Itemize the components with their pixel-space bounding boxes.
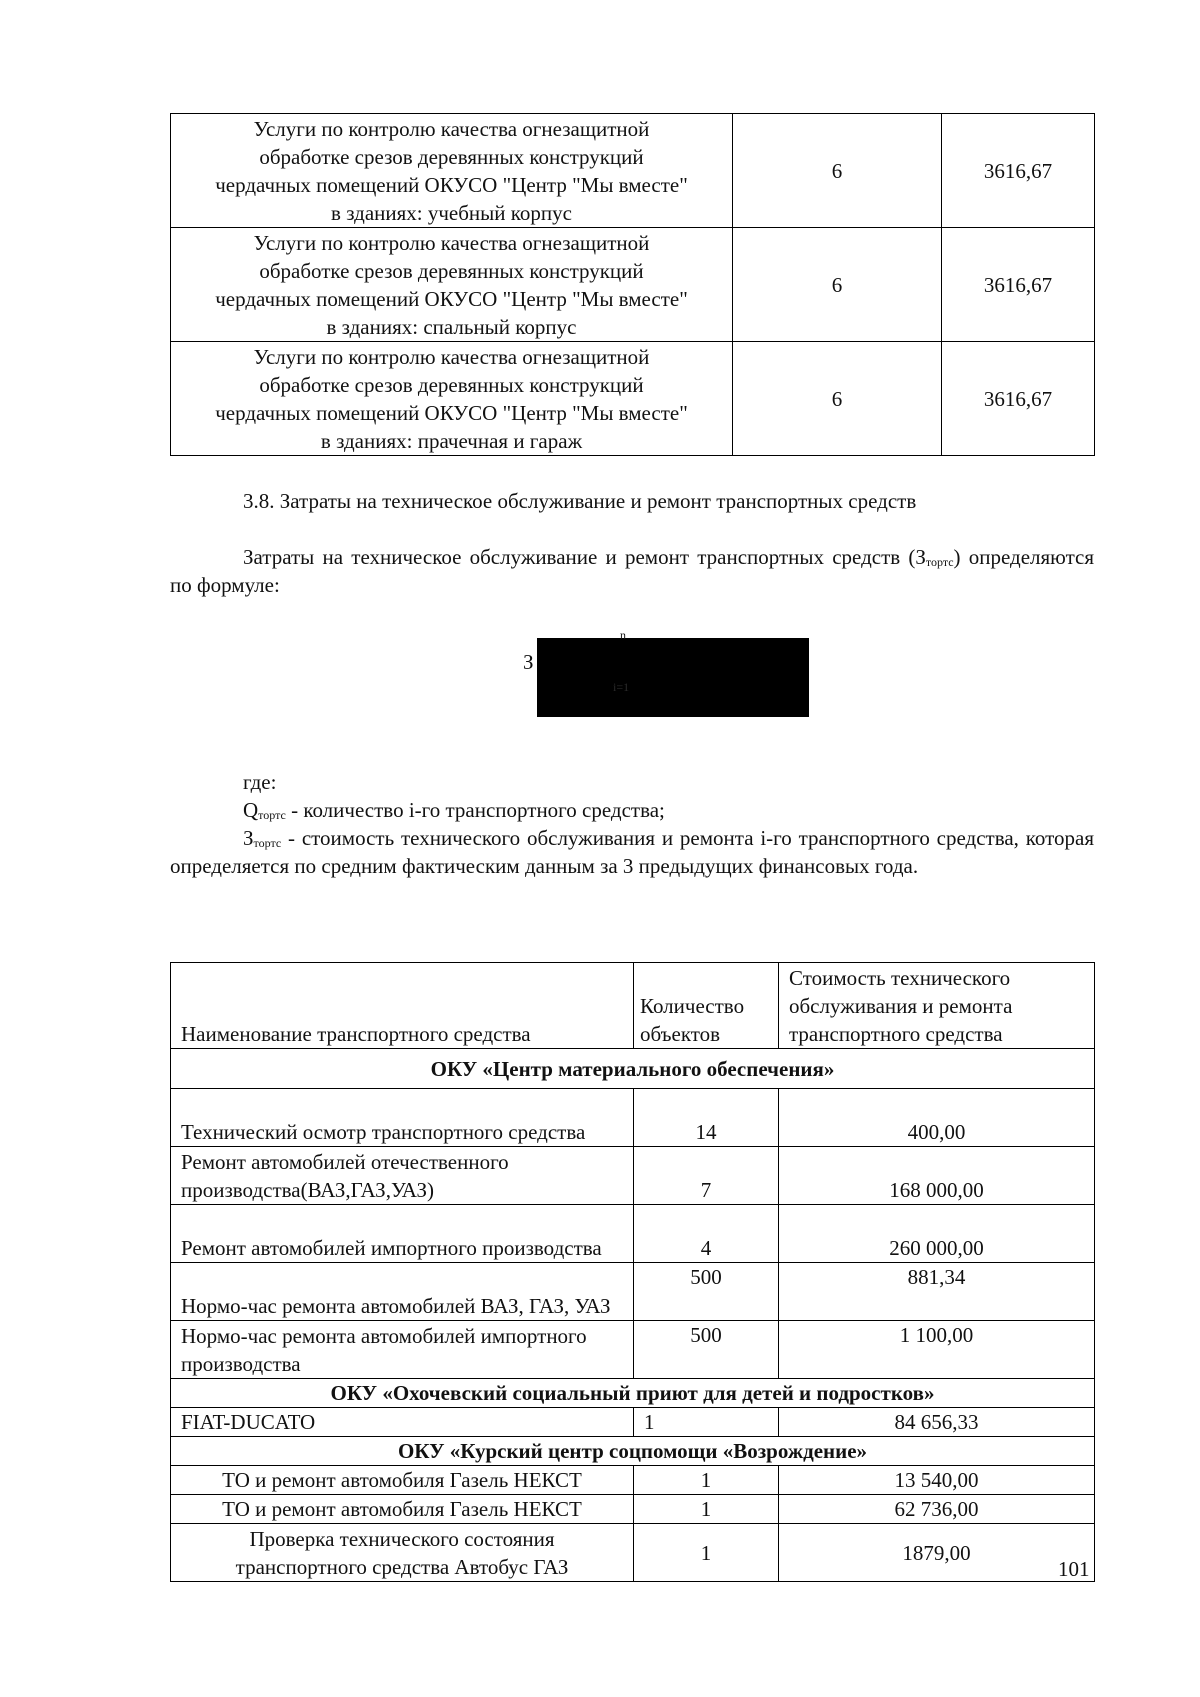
org-row [171,1437,1095,1466]
q-subscript: тортс [258,808,286,822]
q-definition [170,796,1094,824]
where-label: где: [243,770,277,794]
intro-paragraph [170,543,1094,599]
vehicle-cost: 84 656,33 [779,1408,1095,1437]
org-name: ОКУ «Курский центр соцпомощи «Возрождение» [171,1437,1095,1466]
service-price: 3616,67 [942,114,1095,228]
vehicle-name: FIAT-DUCATO [171,1408,634,1437]
formula-lower-limit: i=1 [613,680,630,694]
service-price: 3616,67 [942,342,1095,456]
vehicle-cost: 260 000,00 [779,1205,1095,1263]
header-name: Наименование транспортного средства [171,963,634,1049]
z-text: - стоимость технического обслуживания и ремонта i-го транспортного средства, которая определяется по средним фактическим данным за 3 предыдущих финансовых года. [170,826,1094,878]
vehicle-qty: 1 [634,1408,779,1437]
service-price: 3616,67 [942,228,1095,342]
vehicle-name: Нормо-час ремонта автомобилей импортного производства [171,1321,634,1379]
header-qty: Количество объектов [634,963,779,1049]
vehicle-qty: 4 [634,1205,779,1263]
service-name: Услуги по контролю качества огнезащитной обработке срезов деревянных конструкций чердачных помещений ОКУСО "Центр "Мы вместе" в зданиях: учебный корпус [171,114,733,228]
formula-image [523,628,809,717]
intro-subscript: тортс [925,555,954,569]
org-name: ОКУ «Охочевский социальный приют для детей и подростков» [171,1379,1095,1408]
section-title: 3.8. Затраты на техническое обслуживание и ремонт транспортных средств [243,489,917,513]
vehicle-cost: 1879,00 [779,1524,1095,1582]
table-row [171,1321,1095,1379]
q-symbol: Q [243,798,259,822]
transport-table [170,962,1095,1582]
table-row [171,1408,1095,1437]
vehicle-cost: 13 540,00 [779,1466,1095,1495]
page-number: 101 [1058,1557,1090,1581]
vehicle-qty: 14 [634,1089,779,1147]
vehicle-qty: 500 [634,1263,779,1321]
vehicle-qty: 1 [634,1495,779,1524]
vehicle-qty: 7 [634,1147,779,1205]
services-table [170,113,1095,456]
z-symbol: З [243,826,254,850]
vehicle-qty: 1 [634,1524,779,1582]
table-row [171,1466,1095,1495]
service-qty: 6 [733,114,942,228]
org-row [171,1049,1095,1089]
vehicle-name: Технический осмотр транспортного средства [171,1089,634,1147]
table-header-row [171,963,1095,1049]
intro-text-end: ) определяются по формуле: [170,545,1094,597]
z-subscript: тортс [253,836,282,850]
vehicle-name: Проверка технического состояния транспортного средства Автобус ГАЗ [171,1524,634,1582]
table-row [171,1495,1095,1524]
vehicle-cost: 168 000,00 [779,1147,1095,1205]
table-row [171,1524,1095,1582]
vehicle-name: ТО и ремонт автомобиля Газель НЕКСТ [171,1466,634,1495]
header-cost: Стоимость технического обслуживания и ремонта транспортного средства [779,963,1095,1049]
table-row [171,1205,1095,1263]
table-row [171,114,1095,228]
service-qty: 6 [733,228,942,342]
table-row [171,1263,1095,1321]
formula-label: З [523,650,534,674]
org-row [171,1379,1095,1408]
formula-upper-limit: n [620,628,626,642]
service-name: Услуги по контролю качества огнезащитной обработке срезов деревянных конструкций чердачных помещений ОКУСО "Центр "Мы вместе" в зданиях: прачечная и гараж [171,342,733,456]
table-row [171,1147,1095,1205]
q-text: - количество i-го транспортного средства; [285,798,665,822]
vehicle-cost: 881,34 [779,1263,1095,1321]
vehicle-name: ТО и ремонт автомобиля Газель НЕКСТ [171,1495,634,1524]
vehicle-name: Нормо-час ремонта автомобилей ВАЗ, ГАЗ, УАЗ [171,1263,634,1321]
vehicle-cost: 400,00 [779,1089,1095,1147]
vehicle-name: Ремонт автомобилей импортного производства [171,1205,634,1263]
z-definition [170,824,1094,880]
intro-text-start: Затраты на техническое обслуживание и ремонт транспортных средств (З [243,545,926,569]
table-row [171,228,1095,342]
vehicle-qty: 500 [634,1321,779,1379]
vehicle-cost: 62 736,00 [779,1495,1095,1524]
table-row [171,1089,1095,1147]
vehicle-qty: 1 [634,1466,779,1495]
service-name: Услуги по контролю качества огнезащитной обработке срезов деревянных конструкций чердачных помещений ОКУСО "Центр "Мы вместе" в зданиях: спальный корпус [171,228,733,342]
org-name: ОКУ «Центр материального обеспечения» [171,1049,1095,1089]
vehicle-cost: 1 100,00 [779,1321,1095,1379]
service-qty: 6 [733,342,942,456]
vehicle-name: Ремонт автомобилей отечественного производства(ВАЗ,ГАЗ,УАЗ) [171,1147,634,1205]
table-row [171,342,1095,456]
